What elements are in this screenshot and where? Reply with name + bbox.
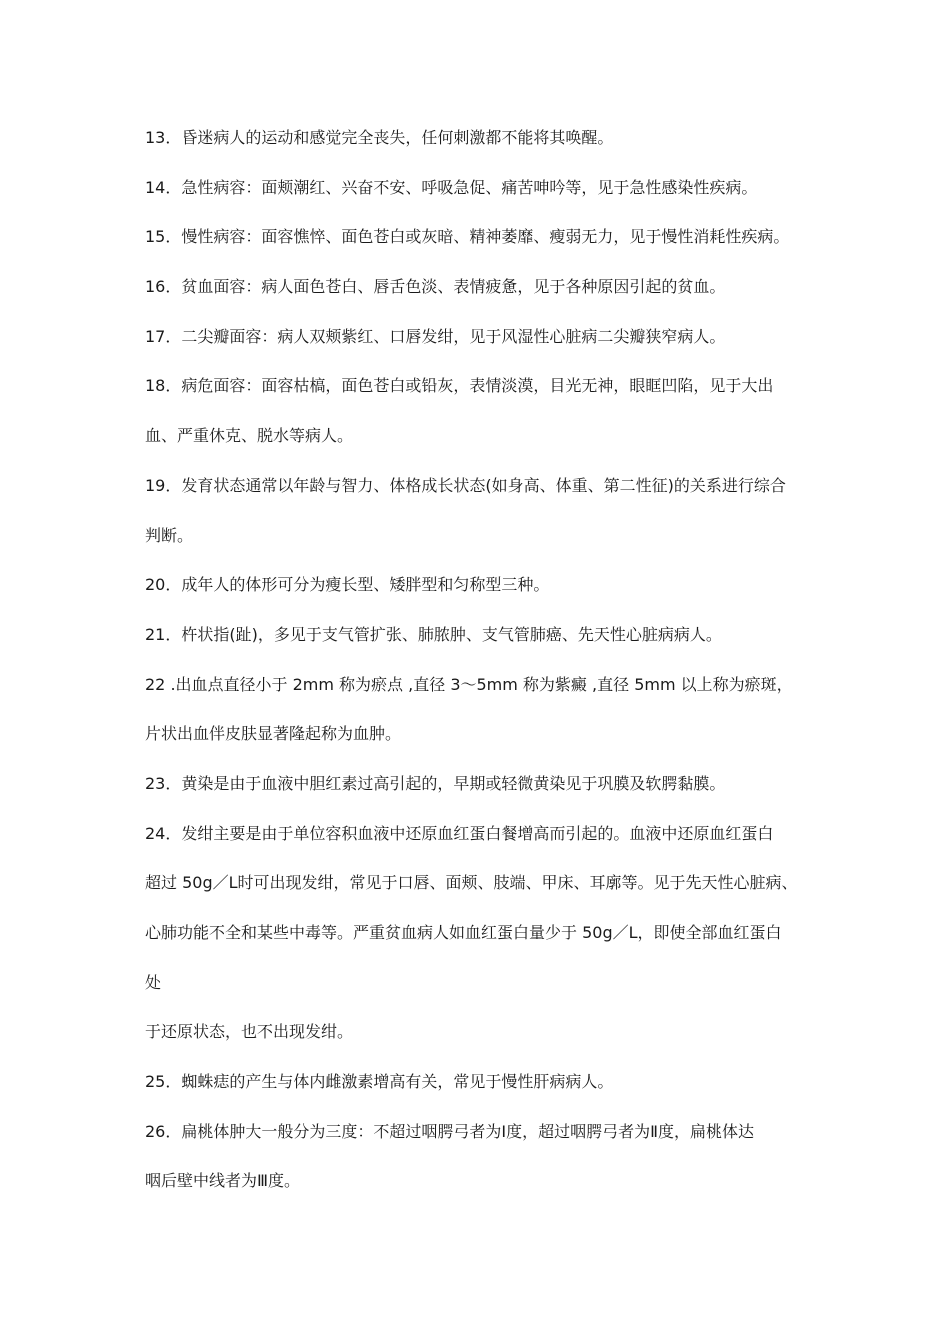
text-line: 超过 50g／L时可出现发绀，常见于口唇、面颊、肢端、甲床、耳廓等。见于先天性心脏病、 <box>145 873 798 893</box>
text-line: 17．二尖瓣面容：病人双颊紫红、口唇发绀，见于风湿性心脏病二尖瓣狭窄病人。 <box>145 326 726 346</box>
text-line: 判断。 <box>145 525 194 545</box>
text-line: 22 .出血点直径小于 2mm 称为瘀点 ,直径 3～5mm 称为紫癜 ,直径 5mm 以上称为瘀斑， <box>145 674 793 694</box>
text-line: 20．成年人的体形可分为瘦长型、矮胖型和匀称型三种。 <box>145 575 550 595</box>
text-line: 25．蜘蛛痣的产生与体内雌激素增高有关，常见于慢性肝病病人。 <box>145 1072 614 1092</box>
text-line: 14．急性病容：面颊潮红、兴奋不安、呼吸急促、痛苦呻吟等，见于急性感染性疾病。 <box>145 177 758 197</box>
text-line: 19．发育状态通常以年龄与智力、体格成长状态(如身高、体重、第二性征)的关系进行综合 <box>145 475 786 495</box>
text-line: 16．贫血面容：病人面色苍白、唇舌色淡、表情疲惫，见于各种原因引起的贫血。 <box>145 277 726 297</box>
text-line: 26．扁桃体肿大一般分为三度：不超过咽腭弓者为Ⅰ度，超过咽腭弓者为Ⅱ度，扁桃体达 <box>145 1121 754 1141</box>
text-line: 21．杵状指(趾)，多见于支气管扩张、肺脓肿、支气管肺癌、先天性心脏病病人。 <box>145 624 722 644</box>
text-line: 15．慢性病容：面容憔悴、面色苍白或灰暗、精神萎靡、瘦弱无力，见于慢性消耗性疾病。 <box>145 227 790 247</box>
text-line: 18．病危面容：面容枯槁，面色苍白或铅灰，表情淡漠，目光无神，眼眶凹陷，见于大出 <box>145 376 774 396</box>
text-line: 24．发绀主要是由于单位容积血液中还原血红蛋白餐增高而引起的。血液中还原血红蛋白 <box>145 823 774 843</box>
document-text-block <box>145 124 810 1217</box>
text-line: 于还原状态，也不出现发绀。 <box>145 1022 354 1042</box>
text-line: 处 <box>145 972 162 992</box>
text-line: 片状出血伴皮肤显著隆起称为血肿。 <box>145 724 402 744</box>
text-line: 血、严重休克、脱水等病人。 <box>145 426 354 446</box>
text-line: 心肺功能不全和某些中毒等。严重贫血病人如血红蛋白量少于 50g／L，即使全部血红蛋白 <box>145 923 782 942</box>
text-line: 23．黄染是由于血液中胆红素过高引起的，早期或轻微黄染见于巩膜及软腭黏膜。 <box>145 773 726 793</box>
text-line: 13．昏迷病人的运动和感觉完全丧失，任何刺激都不能将其唤醒。 <box>145 128 614 147</box>
text-line: 咽后壁中线者为Ⅲ度。 <box>145 1171 301 1191</box>
